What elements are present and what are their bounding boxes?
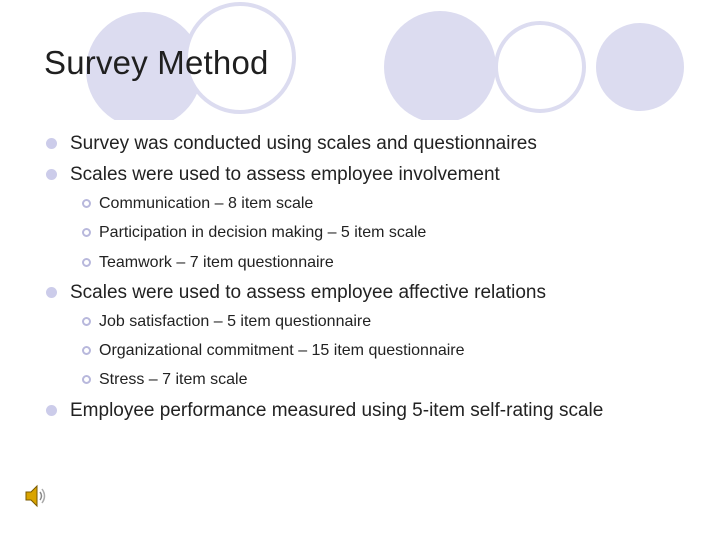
- sub-bullet-item: [82, 195, 313, 213]
- deco-circle-4: [496, 23, 584, 111]
- bullet-ring-icon: [82, 346, 91, 355]
- sub-bullet-item: [82, 371, 248, 389]
- sub-bullet-text: Job satisfaction – 5 item questionnaire: [99, 313, 372, 330]
- bullet-ring-icon: [82, 375, 91, 384]
- sub-bullet-item: [82, 254, 334, 272]
- slide-title: Survey Method: [44, 44, 269, 81]
- bullet-dot-icon: [46, 138, 57, 149]
- sub-bullet-text: Teamwork – 7 item questionnaire: [99, 254, 334, 271]
- bullet-text: Employee performance measured using 5-item self-rating scale: [70, 400, 604, 421]
- bullet-ring-icon: [82, 317, 91, 326]
- bullet-item: [46, 164, 500, 186]
- sub-bullet-text: Participation in decision making – 5 item scale: [99, 224, 427, 241]
- sub-bullet-text: Communication – 8 item scale: [99, 195, 314, 212]
- sub-bullet-item: [82, 313, 371, 331]
- speaker-icon[interactable]: [24, 482, 48, 510]
- sub-bullet-item: [82, 342, 465, 360]
- bullet-ring-icon: [82, 199, 91, 208]
- bullet-text: Scales were used to assess employee involvement: [70, 164, 500, 185]
- bullet-dot-icon: [46, 169, 57, 180]
- bullet-ring-icon: [82, 258, 91, 267]
- bullet-text: Survey was conducted using scales and questionnaires: [70, 133, 537, 154]
- sub-bullet-text: Organizational commitment – 15 item questionnaire: [99, 342, 465, 359]
- sub-bullet-item: [82, 224, 426, 242]
- bullet-text: Scales were used to assess employee affective relations: [70, 282, 546, 303]
- bullet-dot-icon: [46, 287, 57, 298]
- bullet-item: [46, 400, 603, 422]
- bullet-ring-icon: [82, 228, 91, 237]
- deco-circle-3: [384, 11, 496, 120]
- bullet-item: [46, 282, 546, 304]
- sub-bullet-text: Stress – 7 item scale: [99, 371, 248, 388]
- bullet-item: [46, 133, 537, 155]
- bullet-dot-icon: [46, 405, 57, 416]
- deco-circle-5: [596, 23, 684, 111]
